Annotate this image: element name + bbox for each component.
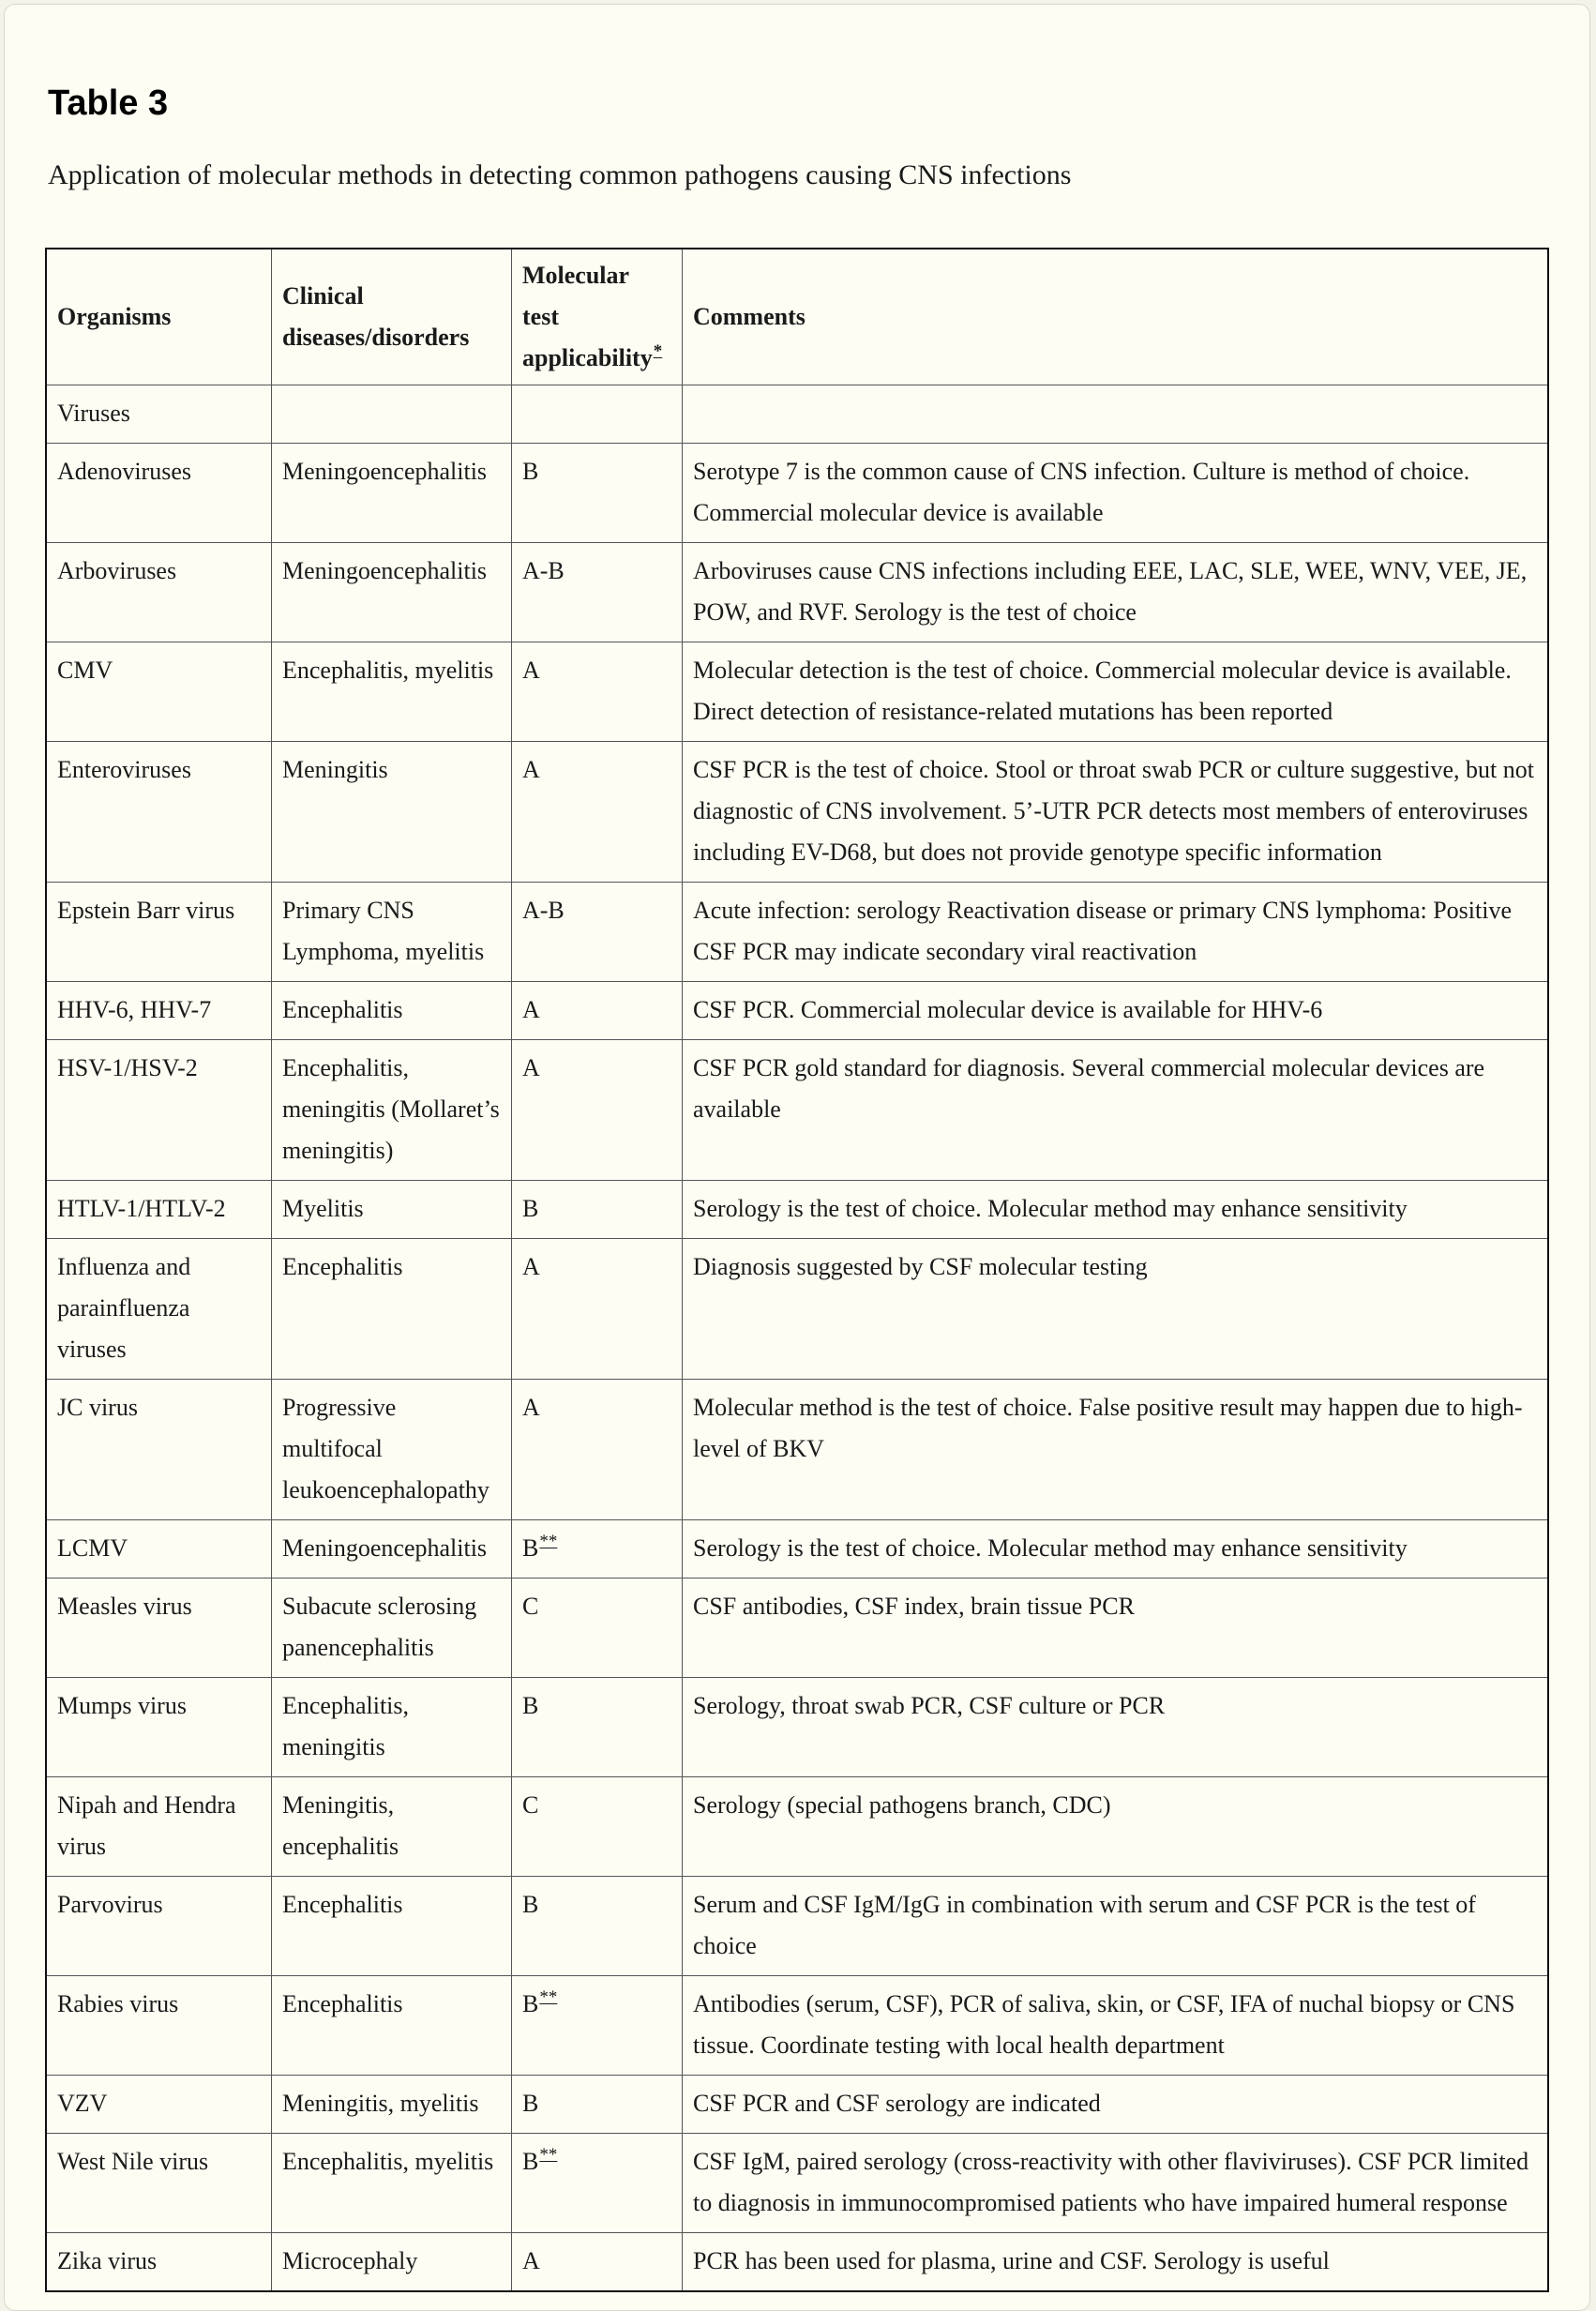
applicability-cell <box>512 1520 683 1578</box>
applicability-value: B <box>522 1891 539 1918</box>
applicability-cell <box>512 2233 683 2292</box>
applicability-value: B <box>522 1534 539 1562</box>
applicability-value: C <box>522 1791 539 1819</box>
footnote-link[interactable]: ** <box>539 2145 558 2166</box>
disease-cell: Encephalitis <box>272 982 512 1040</box>
comments-cell: CSF PCR. Commercial molecular device is available for HHV-6 <box>683 982 1549 1040</box>
organism-cell: Nipah and Hendra virus <box>46 1777 272 1877</box>
table-header <box>46 249 1548 385</box>
disease-cell: Encephalitis, meningitis <box>272 1678 512 1777</box>
disease-cell: Meningoencephalitis <box>272 543 512 642</box>
applicability-cell <box>512 1181 683 1239</box>
applicability-cell <box>512 1777 683 1877</box>
applicability-value: A <box>522 996 540 1023</box>
organism-cell: Zika virus <box>46 2233 272 2292</box>
comments-cell: Acute infection: serology Reactivation disease or primary CNS lymphoma: Positive CSF PCR may indicate secondary viral reactivation <box>683 883 1549 982</box>
applicability-cell <box>512 385 683 444</box>
table-row <box>46 2233 1548 2292</box>
applicability-value: A <box>522 756 540 783</box>
applicability-value: B <box>522 1195 539 1222</box>
applicability-cell <box>512 543 683 642</box>
applicability-value: B <box>522 1990 539 2017</box>
organism-cell: CMV <box>46 642 272 742</box>
comments-cell: PCR has been used for plasma, urine and CSF. Serology is useful <box>683 2233 1549 2292</box>
organism-cell: LCMV <box>46 1520 272 1578</box>
disease-cell: Subacute sclerosing panencephalitis <box>272 1578 512 1678</box>
applicability-value: A-B <box>522 557 565 584</box>
table-row <box>46 1520 1548 1578</box>
applicability-value: A <box>522 1054 540 1081</box>
comments-cell: Diagnosis suggested by CSF molecular testing <box>683 1239 1549 1380</box>
comments-cell: Antibodies (serum, CSF), PCR of saliva, skin, or CSF, IFA of nuchal biopsy or CNS tissue. Coordinate testing with local health department <box>683 1976 1549 2076</box>
table-body <box>46 385 1548 2292</box>
applicability-cell <box>512 883 683 982</box>
table-row <box>46 1181 1548 1239</box>
header-applicability <box>512 249 683 385</box>
organism-cell: JC virus <box>46 1380 272 1520</box>
organism-cell: Parvovirus <box>46 1877 272 1976</box>
footnote-link[interactable]: ** <box>539 1532 558 1552</box>
table-row <box>46 444 1548 543</box>
disease-cell: Myelitis <box>272 1181 512 1239</box>
disease-cell: Primary CNS Lymphoma, myelitis <box>272 883 512 982</box>
table-row <box>46 1976 1548 2076</box>
comments-cell: Molecular method is the test of choice. False positive result may happen due to high-level of BKV <box>683 1380 1549 1520</box>
applicability-cell <box>512 1578 683 1678</box>
table-row <box>46 2134 1548 2233</box>
comments-cell: Molecular detection is the test of choice. Commercial molecular device is available. Direct detection of resistance-related mutations has been reported <box>683 642 1549 742</box>
applicability-cell <box>512 1040 683 1181</box>
comments-cell <box>683 385 1549 444</box>
applicability-cell <box>512 1239 683 1380</box>
comments-cell: Serology, throat swab PCR, CSF culture or PCR <box>683 1678 1549 1777</box>
pathogen-table <box>45 248 1549 2292</box>
applicability-cell <box>512 444 683 543</box>
applicability-value: A <box>522 657 540 684</box>
organism-cell: Epstein Barr virus <box>46 883 272 982</box>
organism-cell: Influenza and parainfluenza viruses <box>46 1239 272 1380</box>
table-row <box>46 883 1548 982</box>
organism-cell: West Nile virus <box>46 2134 272 2233</box>
disease-cell: Meningoencephalitis <box>272 444 512 543</box>
applicability-value: B <box>522 2090 539 2117</box>
organism-cell: HHV-6, HHV-7 <box>46 982 272 1040</box>
applicability-cell <box>512 1976 683 2076</box>
applicability-cell <box>512 642 683 742</box>
applicability-value: A <box>522 1394 540 1421</box>
disease-cell: Encephalitis, meningitis (Mollaret’s meningitis) <box>272 1040 512 1181</box>
organism-cell: Arboviruses <box>46 543 272 642</box>
organism-cell: Rabies virus <box>46 1976 272 2076</box>
comments-cell: Serum and CSF IgM/IgG in combination with serum and CSF PCR is the test of choice <box>683 1877 1549 1976</box>
header-comments: Comments <box>683 249 1549 385</box>
applicability-value: C <box>522 1593 539 1620</box>
disease-cell: Progressive multifocal leukoencephalopathy <box>272 1380 512 1520</box>
disease-cell: Encephalitis <box>272 1239 512 1380</box>
applicability-cell <box>512 2134 683 2233</box>
disease-cell: Meningitis, myelitis <box>272 2076 512 2134</box>
table-row <box>46 1380 1548 1520</box>
table-row <box>46 642 1548 742</box>
comments-cell: Serology (special pathogens branch, CDC) <box>683 1777 1549 1877</box>
organism-cell: VZV <box>46 2076 272 2134</box>
table-row <box>46 1040 1548 1181</box>
applicability-value: A <box>522 1253 540 1280</box>
footnote-link[interactable]: ** <box>539 1987 558 2008</box>
header-row <box>46 249 1548 385</box>
comments-cell: CSF PCR is the test of choice. Stool or throat swab PCR or culture suggestive, but not diagnostic of CNS involvement. 5’-UTR PCR detects most members of enteroviruses including EV-D68, but does not provide genotype specific information <box>683 742 1549 883</box>
table-row <box>46 385 1548 444</box>
organism-cell: Enteroviruses <box>46 742 272 883</box>
organism-cell: Viruses <box>46 385 272 444</box>
applicability-cell <box>512 1877 683 1976</box>
header-applicability-label: Molecular test applicability <box>522 262 653 371</box>
disease-cell: Encephalitis <box>272 1877 512 1976</box>
comments-cell: CSF PCR gold standard for diagnosis. Several commercial molecular devices are available <box>683 1040 1549 1181</box>
applicability-value: B <box>522 1692 539 1719</box>
footnote-link[interactable]: * <box>653 341 663 362</box>
applicability-cell <box>512 742 683 883</box>
table-row <box>46 543 1548 642</box>
table-row <box>46 1578 1548 1678</box>
disease-cell: Meningitis, encephalitis <box>272 1777 512 1877</box>
organism-cell: HSV-1/HSV-2 <box>46 1040 272 1181</box>
table-caption: Application of molecular methods in detecting common pathogens causing CNS infections <box>48 159 1072 190</box>
table-row <box>46 1239 1548 1380</box>
applicability-cell <box>512 1380 683 1520</box>
table-row <box>46 742 1548 883</box>
table-row <box>46 2076 1548 2134</box>
applicability-value: B <box>522 2148 539 2175</box>
disease-cell: Microcephaly <box>272 2233 512 2292</box>
comments-cell: Serology is the test of choice. Molecular method may enhance sensitivity <box>683 1520 1549 1578</box>
disease-cell: Meningoencephalitis <box>272 1520 512 1578</box>
comments-cell: CSF antibodies, CSF index, brain tissue PCR <box>683 1578 1549 1678</box>
disease-cell: Encephalitis <box>272 1976 512 2076</box>
table-row <box>46 1777 1548 1877</box>
disease-cell: Encephalitis, myelitis <box>272 642 512 742</box>
table-row <box>46 1877 1548 1976</box>
header-diseases: Clinical diseases/disorders <box>272 249 512 385</box>
comments-cell: Arboviruses cause CNS infections including EEE, LAC, SLE, WEE, WNV, VEE, JE, POW, and RVF. Serology is the test of choice <box>683 543 1549 642</box>
applicability-value: A <box>522 2247 540 2274</box>
comments-cell: Serology is the test of choice. Molecular method may enhance sensitivity <box>683 1181 1549 1239</box>
organism-cell: Adenoviruses <box>46 444 272 543</box>
applicability-value: A-B <box>522 897 565 924</box>
header-organisms: Organisms <box>46 249 272 385</box>
organism-cell: Measles virus <box>46 1578 272 1678</box>
applicability-cell <box>512 2076 683 2134</box>
organism-cell: Mumps virus <box>46 1678 272 1777</box>
table-title: Table 3 <box>48 83 169 123</box>
comments-cell: CSF IgM, paired serology (cross-reactivity with other flaviviruses). CSF PCR limited to diagnosis in immunocompromised patients who have impaired humeral response <box>683 2134 1549 2233</box>
table-row <box>46 1678 1548 1777</box>
disease-cell: Meningitis <box>272 742 512 883</box>
organism-cell: HTLV-1/HTLV-2 <box>46 1181 272 1239</box>
applicability-cell <box>512 1678 683 1777</box>
disease-cell <box>272 385 512 444</box>
disease-cell: Encephalitis, myelitis <box>272 2134 512 2233</box>
table-row <box>46 982 1548 1040</box>
comments-cell: Serotype 7 is the common cause of CNS infection. Culture is method of choice. Commercial molecular device is available <box>683 444 1549 543</box>
applicability-cell <box>512 982 683 1040</box>
comments-cell: CSF PCR and CSF serology are indicated <box>683 2076 1549 2134</box>
applicability-value: B <box>522 458 539 485</box>
